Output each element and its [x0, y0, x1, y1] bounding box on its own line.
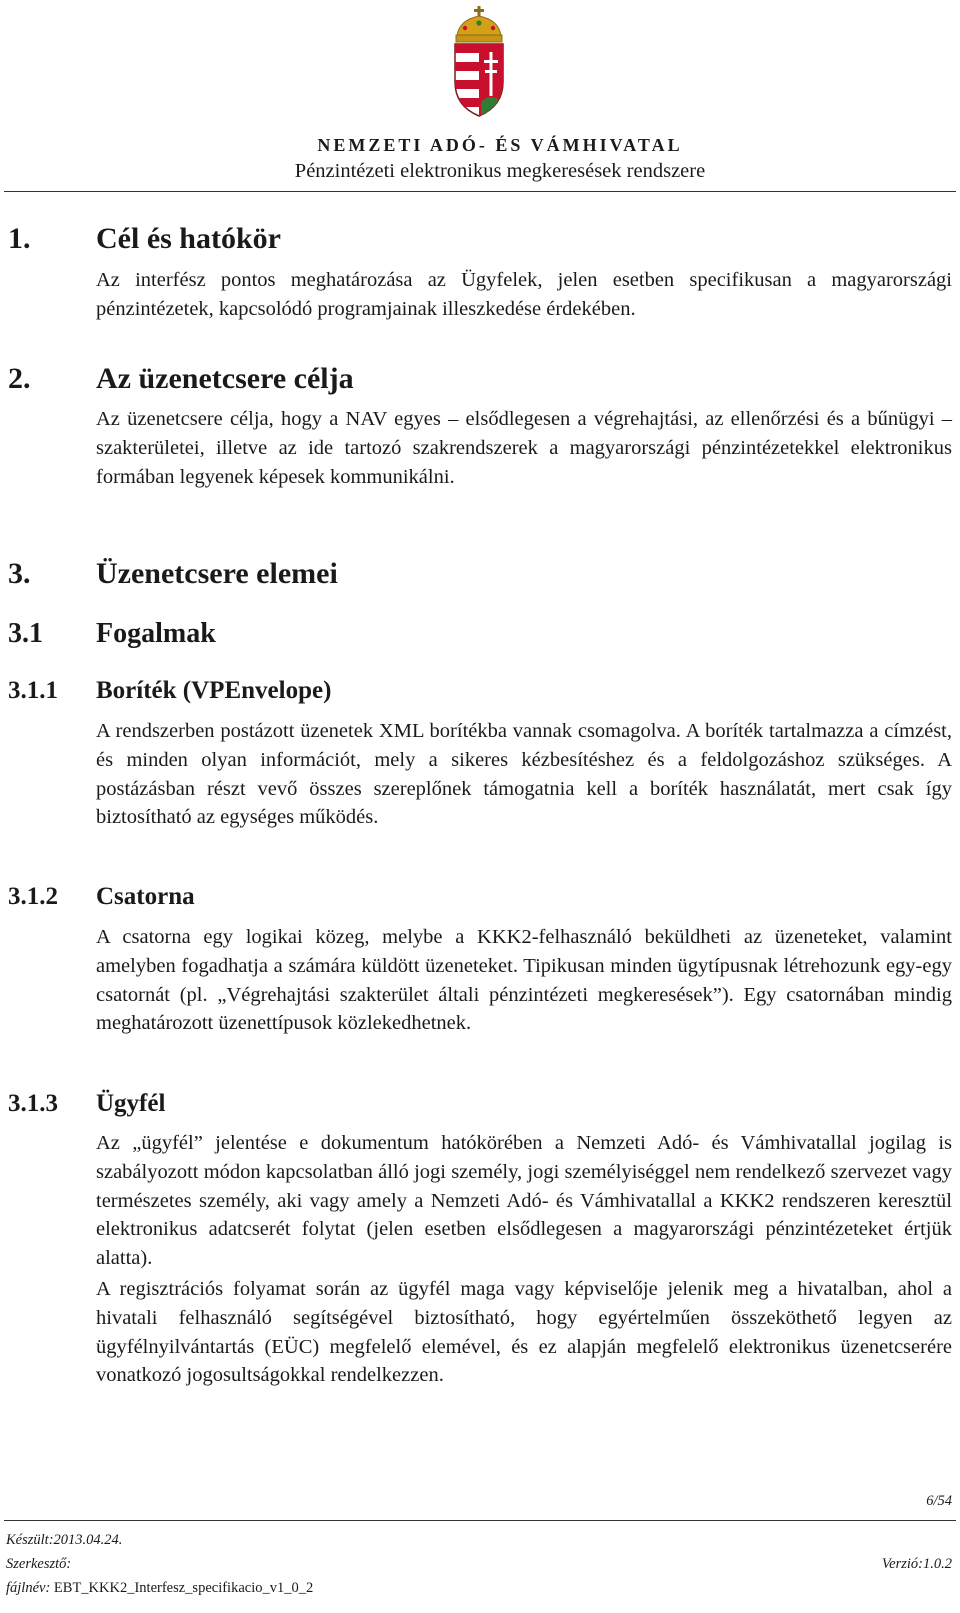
system-name: Pénzintézeti elektronikus megkeresések rendszere — [294, 160, 706, 182]
section-number: 3.1.1 — [8, 677, 58, 704]
section-number: 2. — [8, 362, 31, 395]
created-value: 2013.04.24. — [53, 1532, 123, 1548]
section-number: 3.1.2 — [8, 883, 58, 910]
section-heading-3 — [8, 557, 908, 593]
section-heading-2 — [8, 362, 908, 398]
section-heading-3-1-2 — [8, 883, 908, 915]
section-heading-3-1 — [8, 618, 908, 652]
page-number: 6/54 — [926, 1493, 952, 1509]
section-number: 3.1 — [8, 618, 43, 649]
section-heading-1 — [8, 222, 908, 258]
section-3-1-2-paragraph: A csatorna egy logikai közeg, melybe a KKK2-felhasználó beküldheti az üzeneteket, valamint amelyben fogadhatja a számára küldött üzeneteket. Tipikusan minden ügytípusnak létrehozunk egy-egy csatornát (pl. „Végrehajtási szakterület általi pénzintézeti megkeresések”). Egy csatornában mindig meghatározott üzenettípusok közlekedhetnek. — [96, 926, 952, 1035]
footer-created — [6, 1532, 122, 1549]
section-title: Az üzenetcsere célja — [96, 362, 354, 395]
section-heading-3-1-1 — [8, 677, 908, 709]
section-title: Fogalmak — [96, 618, 216, 649]
created-label: Készült: — [6, 1532, 54, 1548]
editor-label: Szerkesztő: — [6, 1556, 72, 1572]
section-number: 3. — [8, 557, 31, 590]
footer-editor — [6, 1556, 71, 1573]
section-number: 1. — [8, 222, 31, 255]
filename-value: EBT_KKK2_Interfesz_specifikacio_v1_0_2 — [53, 1580, 314, 1596]
hungarian-coat-of-arms-icon — [451, 6, 507, 118]
section-title: Ügyfél — [96, 1090, 166, 1117]
section-3-1-1-paragraph: A rendszerben postázott üzenetek XML borítékba vannak csomagolva. A boríték tartalmazza a címzést, és minden olyan információt, mely a sikeres kézbesítéshez és a feldolgozáshoz szükséges. A postázásban részt vevő összes szereplőnek támogatnia kell a boríték használatát, mert csak így biztosítható az egységes működés. — [96, 720, 952, 829]
section-number: 3.1.3 — [8, 1090, 58, 1117]
section-1-paragraph: Az interfész pontos meghatározása az Ügyfelek, jelen esetben specifikusan a magyarországi pénzintézetek, kapcsolódó programjainak illeszkedése érdekében. — [96, 269, 952, 320]
filename-label: fájlnév: — [6, 1580, 51, 1596]
footer-version — [882, 1556, 952, 1573]
version-label: Verzió: — [881, 1556, 923, 1572]
header-divider — [4, 191, 956, 192]
section-3-1-3-paragraph-1: Az „ügyfél” jelentése e dokumentum hatókörében a Nemzeti Adó- és Vámhivatallal jogilag is szabályozott módon kapcsolatban álló jogi személy, jogi személyiséggel nem rendelkező szervezet vagy természetes személy, aki vagy amely a Nemzeti Adó- és Vámhivatallal a KKK2 rendszeren keresztül elektronikus adatcserét folytat (jelen esetben elsődlegesen a magyarországi pénzintézeteket értjük alatta). — [96, 1132, 952, 1270]
agency-name: NEMZETI ADÓ- ÉS VÁMHIVATAL — [317, 135, 683, 155]
section-heading-3-1-3 — [8, 1090, 908, 1122]
footer-divider — [4, 1520, 956, 1521]
section-3-1-3-paragraph-2: A regisztrációs folyamat során az ügyfél maga vagy képviselője jelenik meg a hivatalban, ahol a hivatali felhasználó segítségével biztosítható, hogy egyértelműen összeköthető legyen az ügyfélnyilvántartás (EÜC) megfelelő elemével, és ez alapján megfelelő elektronikus üzenetcserére vonatkozó jogosultságokkal rendelkezzen. — [96, 1278, 952, 1387]
section-title: Üzenetcsere elemei — [96, 557, 338, 590]
section-title: Cél és hatókör — [96, 222, 281, 255]
section-2-paragraph: Az üzenetcsere célja, hogy a NAV egyes – elsődlegesen a végrehajtási, az ellenőrzési és a bűnügyi – szakterületei, illetve az ide tartozó szakrendszerek a magyarországi pénzintézetekkel elektronikus formában legyenek képesek kommunikálni. — [96, 408, 952, 488]
section-title: Csatorna — [96, 883, 195, 910]
version-value: 1.0.2 — [923, 1556, 952, 1572]
footer-filename — [6, 1580, 313, 1597]
section-title: Boríték (VPEnvelope) — [96, 677, 332, 704]
